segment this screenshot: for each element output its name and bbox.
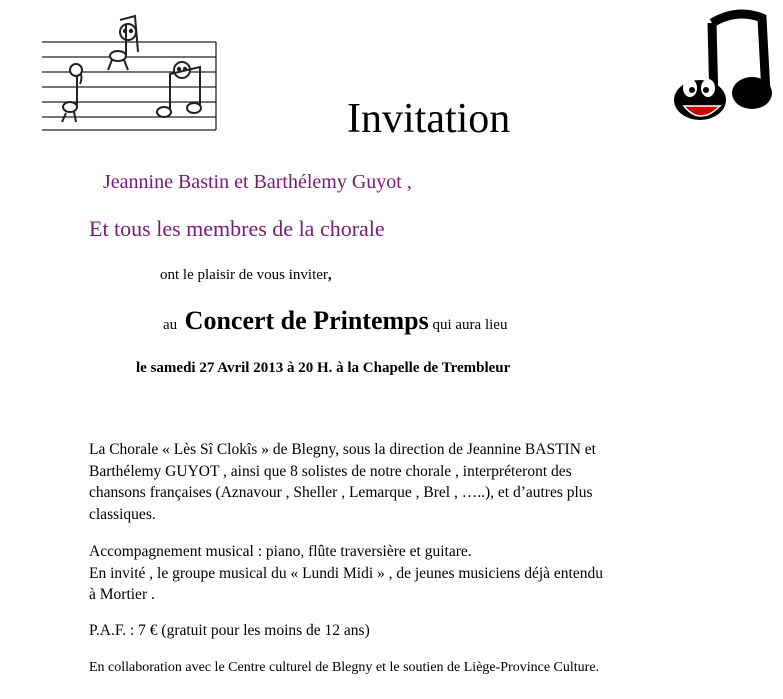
invite-line: [160, 267, 332, 284]
concert-prefix: au: [163, 317, 178, 333]
date-line: le samedi 27 Avril 2013 à 20 H. à la Chapelle de Trembleur: [136, 360, 511, 376]
paf-line: P.A.F. : 7 € (gratuit pour les moins de 12 ans): [89, 622, 370, 639]
accompaniment-line-2: En invité , le groupe musical du « Lundi Midi » , de jeunes musiciens déjà entendu: [89, 564, 603, 582]
page-title: Invitation: [347, 96, 511, 142]
accompaniment-line-1: Accompagnement musical : piano, flûte traversière et guitare.: [89, 543, 472, 560]
description-line-4: classiques.: [89, 505, 156, 523]
accompaniment-paragraph: [89, 541, 729, 606]
description-line-3: chansons françaises (Aznavour , Sheller , Lemarque , Brel , …..), et d’autres plus: [89, 484, 593, 501]
invite-text: ont le plaisir de vous inviter: [160, 267, 328, 283]
description-line-2: Barthélemy GUYOT , ainsi que 8 solistes de notre chorale , interpréteront des: [89, 462, 572, 480]
hosts-line: Jeannine Bastin et Barthélemy Guyot ,: [103, 171, 412, 193]
invite-comma: ,: [327, 267, 332, 283]
collaboration-line: En collaboration avec le Centre culturel de Blegny et le soutien de Liège-Province Culture.: [89, 660, 600, 675]
smiling-note-icon: [662, 8, 774, 133]
members-line: Et tous les membres de la chorale: [89, 216, 385, 241]
description-paragraph: [89, 439, 729, 525]
accompaniment-line-3: à Mortier .: [89, 586, 155, 603]
music-staff-icon: [40, 12, 218, 132]
concert-name: Concert de Printemps: [184, 306, 429, 335]
concert-suffix: qui aura lieu: [432, 317, 508, 333]
description-line-1: La Chorale « Lès Sî Clokîs » de Blegny, sous la direction de Jeannine BASTIN et: [89, 441, 596, 458]
concert-line: [163, 306, 507, 336]
